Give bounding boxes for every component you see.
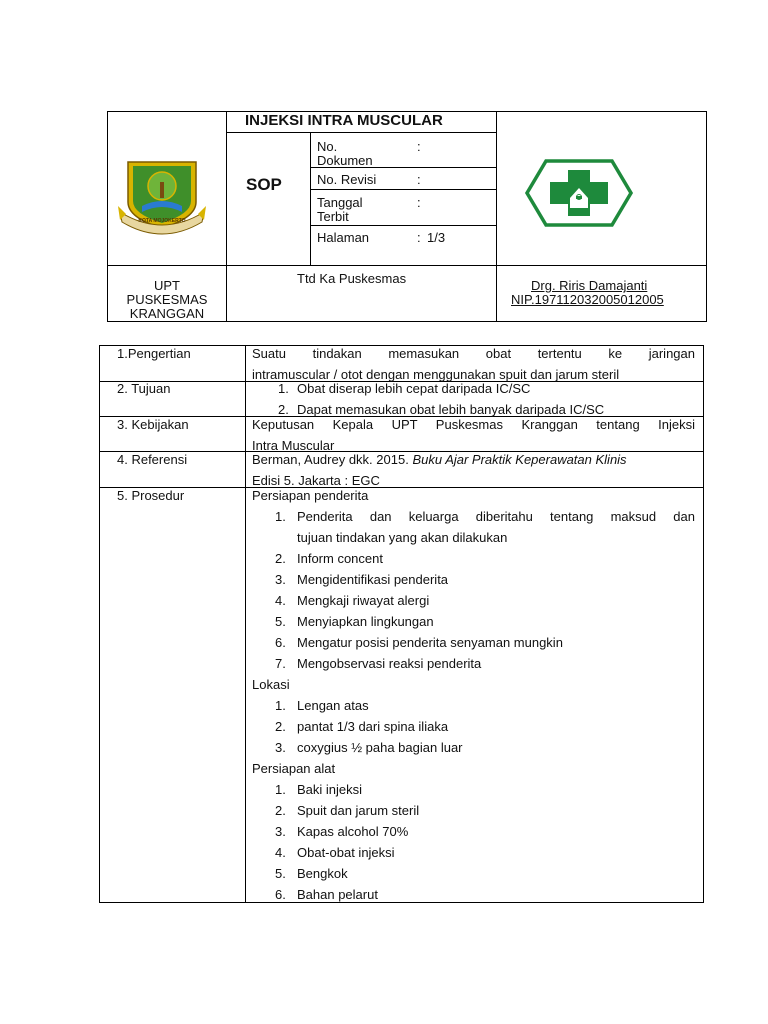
alat-num-6: 6. [275,887,286,902]
pp-item-4: Mengkaji riwayat alergi [297,593,430,608]
meta-sep-halaman: : [417,230,421,245]
meta-value-halaman: 1/3 [427,230,446,245]
alat-item-4: Obat-obat injeksi [297,845,395,860]
city-emblem [116,156,208,236]
sop-label: SOP [246,175,282,194]
meta-label-dokumen: No. Dokumen [317,139,373,168]
lokasi-item-1: Lengan atas [297,698,369,713]
meta-sep-revisi: : [417,172,421,187]
referensi-line1 [252,453,627,467]
pp-item-3: Mengidentifikasi penderita [297,572,449,587]
tujuan-item-1: Obat diserap lebih cepat daripada IC/SC [297,381,531,396]
lokasi-num-2: 2. [275,719,286,734]
emblem-ribbon-text: KOTA MOJOKERTO [138,218,186,224]
alat-num-3: 3. [275,824,286,839]
meta-label-halaman: Halaman [317,230,370,245]
ttd-label: Ttd Ka Puskesmas [297,271,407,286]
referensi-book-title: Buku Ajar Praktik Keperawatan Klinis [412,452,627,467]
pp-item-1-line2: tujuan tindakan yang akan dilakukan [297,530,508,545]
unit-name: UPT PUSKESMAS KRANGGAN [126,278,208,321]
meta-label-tanggal: Tanggal Terbit [317,195,363,224]
pp-num-5: 5. [275,614,286,629]
alat-num-4: 4. [275,845,286,860]
alat-num-2: 2. [275,803,286,818]
kebijakan-line1: Keputusan Kepala UPT Puskesmas Kranggan tentang Injeksi [252,417,695,432]
pp-item-5: Menyiapkan lingkungan [297,614,434,629]
pp-num-1: 1. [275,509,286,524]
alat-num-1: 1. [275,782,286,797]
tujuan-num-1: 1. [278,381,289,396]
pp-num-3: 3. [275,572,286,587]
referensi-authors: Berman, Audrey dkk. 2015. [252,452,413,467]
label-kebijakan: 3. Kebijakan [117,417,189,432]
label-prosedur: 5. Prosedur [117,488,185,503]
pp-num-4: 4. [275,593,286,608]
label-tujuan: 2. Tujuan [117,381,171,396]
signer-nip: NIP.197112032005012005 [511,292,664,307]
pengertian-line2: intramuscular / otot dengan menggunakan spuit dan jarum steril [252,367,620,382]
sop-title: INJEKSI INTRA MUSCULAR [245,112,443,129]
pp-item-2: Inform concent [297,551,383,566]
kebijakan-line2: Intra Muscular [252,438,335,453]
lokasi-num-1: 1. [275,698,286,713]
alat-item-6: Bahan pelarut [297,887,378,902]
lokasi-item-2: pantat 1/3 dari spina iliaka [297,719,449,734]
alat-item-1: Baki injeksi [297,782,363,797]
referensi-line2: Edisi 5. Jakarta : EGC [252,473,380,488]
pp-item-7: Mengobservasi reaksi penderita [297,656,482,671]
signer-name: Drg. Riris Damajanti [531,278,648,293]
alat-item-3: Kapas alcohol 70% [297,824,409,839]
alat-item-2: Spuit dan jarum steril [297,803,420,818]
pp-num-2: 2. [275,551,286,566]
pp-item-6: Mengatur posisi penderita senyaman mungkin [297,635,563,650]
puskesmas-logo [524,158,634,228]
meta-sep-tanggal: : [417,195,421,210]
pp-item-1-line1: Penderita dan keluarga diberitahu tentang maksud dan [297,509,695,524]
heading-lokasi: Lokasi [252,677,290,692]
meta-label-revisi: No. Revisi [317,172,377,187]
alat-num-5: 5. [275,866,286,881]
pengertian-line1: Suatu tindakan memasukan obat tertentu ke jaringan [252,346,695,361]
lokasi-item-3: coxygius ½ paha bagian luar [297,740,463,755]
heading-persiapan-alat: Persiapan alat [252,761,336,776]
heading-persiapan-penderita: Persiapan penderita [252,488,369,503]
label-pengertian: 1.Pengertian [117,346,191,361]
pp-num-6: 6. [275,635,286,650]
alat-item-5: Bengkok [297,866,348,881]
tujuan-num-2: 2. [278,402,289,417]
lokasi-num-3: 3. [275,740,286,755]
tujuan-item-2: Dapat memasukan obat lebih banyak daripada IC/SC [297,402,605,417]
meta-sep-dokumen: : [417,139,421,154]
pp-num-7: 7. [275,656,286,671]
label-referensi: 4. Referensi [117,452,188,467]
